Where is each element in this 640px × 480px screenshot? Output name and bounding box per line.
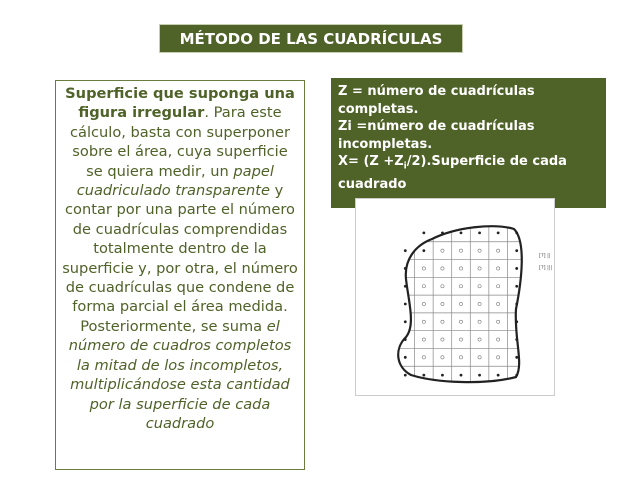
complete-cell-marker	[497, 302, 500, 305]
complete-cell-marker	[441, 249, 444, 252]
incomplete-cell-marker	[497, 374, 500, 377]
incomplete-cell-marker	[478, 374, 481, 377]
complete-cell-marker	[478, 320, 481, 323]
x-formula-line-1: $X= (Z +Z_i/2).Superficie$ de cada	[338, 154, 567, 172]
incomplete-cell-marker	[422, 231, 425, 234]
incomplete-cell-marker	[422, 374, 425, 377]
incomplete-cell-marker	[515, 356, 518, 359]
complete-cell-marker	[441, 338, 444, 341]
irregular-figure-svg	[356, 199, 554, 395]
description-term: Superficie que suponga una figura irregular	[65, 85, 295, 122]
x-formula-subscript: i	[403, 161, 407, 172]
complete-cell-marker	[478, 356, 481, 359]
complete-cell-marker	[478, 249, 481, 252]
complete-cell-marker	[441, 285, 444, 288]
incomplete-cell-marker	[515, 249, 518, 252]
complete-cell-marker	[422, 267, 425, 270]
complete-cell-marker	[459, 249, 462, 252]
incomplete-cell-marker	[497, 231, 500, 234]
incomplete-cell-marker	[422, 249, 425, 252]
incomplete-cell-marker	[404, 320, 407, 323]
formula-box	[331, 78, 606, 208]
description-part-2: y contar por una parte el número de cuadrículas comprendidas totalmente dentro de la superficie y, por otra, el número de cuadrículas que condene de forma parcial el área medida. Posteriormente, se suma	[62, 182, 298, 335]
complete-cell-marker	[478, 285, 481, 288]
incomplete-cell-marker	[404, 249, 407, 252]
complete-cell-marker	[497, 356, 500, 359]
x-formula-line-2: cuadrado	[338, 177, 407, 193]
complete-cell-marker	[441, 267, 444, 270]
incomplete-cell-marker	[460, 231, 463, 234]
z-definition-line-2: completas.	[338, 101, 419, 117]
irregular-figure-image	[355, 198, 555, 396]
zi-definition-line-2: incompletas.	[338, 136, 433, 152]
description-part-1: . Para este cálculo, basta con superponer sobre el área, cuya superficie se quiera medir, un	[69, 104, 291, 180]
complete-cell-marker	[497, 267, 500, 270]
incomplete-cell-marker	[404, 303, 407, 306]
incomplete-cell-marker	[460, 374, 463, 377]
description-emphasis-2: el número de cuadros completos la mitad de los incompletos, multiplicándose esta cantidad por la superficie de cada cuadrado	[68, 317, 292, 432]
complete-cell-marker	[497, 338, 500, 341]
complete-cell-marker	[478, 338, 481, 341]
description-text-box	[55, 80, 305, 470]
complete-cell-marker	[422, 338, 425, 341]
complete-cell-marker	[478, 302, 481, 305]
complete-cell-marker	[422, 285, 425, 288]
complete-cell-marker	[459, 338, 462, 341]
side-mark-2: [?] |||	[539, 265, 553, 271]
description-emphasis-1: papel cuadriculado transparente	[76, 162, 274, 200]
slide-title: MÉTODO DE LAS CUADRÍCULAS	[160, 25, 462, 52]
incomplete-cell-marker	[441, 374, 444, 377]
incomplete-cell-marker	[478, 231, 481, 234]
complete-cell-marker	[422, 320, 425, 323]
complete-cell-marker	[441, 302, 444, 305]
zi-definition-line-1: Zi =número de cuadrículas	[338, 119, 535, 134]
complete-cell-marker	[478, 267, 481, 270]
complete-cell-marker	[459, 356, 462, 359]
complete-cell-marker	[422, 356, 425, 359]
complete-cell-marker	[459, 320, 462, 323]
incomplete-cell-marker	[404, 374, 407, 377]
incomplete-cell-marker	[515, 267, 518, 270]
complete-cell-marker	[497, 285, 500, 288]
complete-cell-marker	[459, 285, 462, 288]
complete-cell-marker	[422, 302, 425, 305]
complete-cell-marker	[441, 320, 444, 323]
complete-cell-marker	[497, 320, 500, 323]
complete-cell-marker	[497, 249, 500, 252]
incomplete-cell-marker	[515, 285, 518, 288]
complete-cell-marker	[441, 356, 444, 359]
side-mark-1: [?] ||	[539, 253, 551, 259]
z-definition-line-1: Z = número de cuadrículas	[338, 84, 535, 99]
complete-cell-marker	[459, 267, 462, 270]
incomplete-cell-marker	[404, 356, 407, 359]
complete-cell-marker	[459, 302, 462, 305]
